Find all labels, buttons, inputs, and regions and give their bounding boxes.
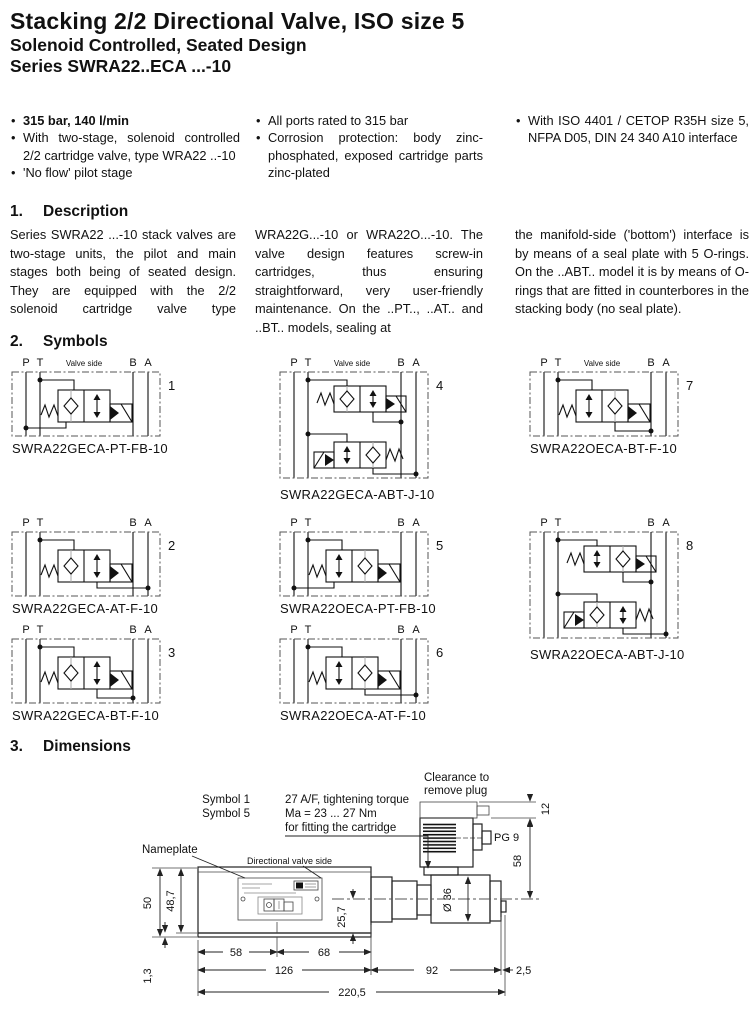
symbol-number: 7 bbox=[686, 378, 694, 393]
valve-symbol-svg bbox=[518, 356, 700, 440]
valve-symbol-svg bbox=[0, 516, 182, 600]
feature-text: Corrosion protection: body zinc-phosphated, exposed cartridge parts zinc-plated bbox=[268, 130, 483, 181]
port-label-a: A bbox=[144, 624, 152, 636]
feature-text: All ports rated to 315 bar bbox=[268, 113, 409, 128]
section-title: Dimensions bbox=[43, 738, 131, 755]
port-label-b: B bbox=[397, 624, 405, 636]
port-label-b: B bbox=[397, 517, 405, 529]
symbol-number: 4 bbox=[436, 378, 444, 393]
list-item bbox=[255, 112, 483, 129]
port-label-t: T bbox=[554, 517, 562, 529]
port-label-a: A bbox=[662, 517, 670, 529]
section-heading-symbols bbox=[10, 333, 108, 351]
valve-symbol-svg bbox=[268, 356, 450, 486]
symbol-model: SWRA22OECA-PT-FB-10 bbox=[280, 601, 436, 616]
port-label-p: P bbox=[540, 517, 548, 529]
valve-side-label: Valve side bbox=[333, 359, 371, 368]
port-label-a: A bbox=[144, 517, 152, 529]
description-col-2: WRA22G...-10 or WRA22O...-10. The valve design features screw-in cartridges, thus ensuring straightforward, very user-friendly maintenance. On the ..PT.., ..AT.. and ..BT.. models, sealing at bbox=[255, 227, 483, 335]
port-label-p: P bbox=[22, 357, 30, 369]
list-item bbox=[10, 129, 240, 164]
port-label-b: B bbox=[647, 357, 655, 369]
dim-12: 12 bbox=[540, 802, 552, 816]
section-heading-description bbox=[10, 203, 128, 221]
symbol-number: 2 bbox=[168, 538, 176, 553]
bullet-icon: • bbox=[11, 165, 16, 181]
clearance-label-line1: Clearance to bbox=[424, 772, 490, 784]
dim-126: 126 bbox=[274, 965, 294, 977]
feature-list-1 bbox=[10, 112, 240, 182]
plug-clearance-outline bbox=[420, 802, 489, 818]
port-label-t: T bbox=[36, 517, 44, 529]
clearance-label-line2: remove plug bbox=[424, 785, 488, 797]
dim-48-7: 48,7 bbox=[165, 890, 177, 912]
list-item bbox=[515, 112, 749, 147]
port-label-p: P bbox=[22, 517, 30, 529]
bullet-icon: • bbox=[11, 113, 16, 128]
torque-label-line3: for fitting the cartridge bbox=[285, 822, 397, 834]
dim-58-vertical: 58 bbox=[512, 854, 524, 868]
port-label-a: A bbox=[412, 357, 420, 369]
symbol-model: SWRA22OECA-ABT-J-10 bbox=[530, 647, 685, 662]
port-label-t: T bbox=[304, 357, 312, 369]
port-label-p: P bbox=[290, 624, 298, 636]
nameplate-label: Nameplate bbox=[142, 844, 198, 856]
bullet-icon: • bbox=[11, 130, 16, 146]
port-label-b: B bbox=[129, 624, 137, 636]
symbol-model: SWRA22GECA-PT-FB-10 bbox=[12, 441, 168, 456]
symbol-number: 5 bbox=[436, 538, 444, 553]
page-subtitle-2: Series SWRA22..ECA ...-10 bbox=[10, 56, 232, 76]
port-label-a: A bbox=[662, 357, 670, 369]
valve-symbol bbox=[518, 356, 700, 456]
dim-92: 92 bbox=[425, 965, 439, 977]
feature-text: With ISO 4401 / CETOP R35H size 5, NFPA D05, DIN 24 340 A10 interface bbox=[528, 113, 749, 146]
section-heading-dimensions bbox=[10, 738, 131, 756]
dim-25-7: 25,7 bbox=[336, 906, 348, 928]
dim-68: 68 bbox=[317, 947, 331, 959]
port-label-b: B bbox=[397, 357, 405, 369]
dim-58: 58 bbox=[229, 947, 243, 959]
port-label-b: B bbox=[129, 357, 137, 369]
list-item bbox=[255, 129, 483, 181]
torque-label-line1: 27 A/F, tightening torque bbox=[285, 794, 410, 806]
symbol-model: SWRA22OECA-BT-F-10 bbox=[530, 441, 677, 456]
dim-2-5: 2,5 bbox=[516, 965, 532, 977]
list-item bbox=[10, 112, 240, 129]
directional-valve-side-label: Directional valve side bbox=[247, 856, 333, 866]
nameplate-detail bbox=[238, 878, 322, 933]
torque-label-line2: Ma = 23 ... 27 Nm bbox=[285, 808, 377, 820]
port-label-b: B bbox=[129, 517, 137, 529]
port-label-t: T bbox=[36, 624, 44, 636]
port-label-t: T bbox=[36, 357, 44, 369]
solenoid-tube bbox=[424, 867, 506, 923]
section-number: 3. bbox=[10, 738, 23, 755]
dim-1-3: 1,3 bbox=[142, 968, 154, 984]
list-item bbox=[10, 164, 240, 181]
page-title: Stacking 2/2 Directional Valve, ISO size 5 bbox=[10, 8, 465, 34]
valve-symbol bbox=[0, 356, 182, 456]
valve-symbol bbox=[268, 516, 450, 616]
symbol-model: SWRA22GECA-BT-F-10 bbox=[12, 708, 159, 723]
symbol5-label: Symbol 5 bbox=[202, 808, 250, 820]
feature-text: 315 bar, 140 l/min bbox=[23, 113, 129, 128]
symbol-model: SWRA22OECA-AT-F-10 bbox=[280, 708, 427, 723]
dim-50: 50 bbox=[142, 896, 154, 910]
dim-dia36: Ø 36 bbox=[442, 888, 454, 912]
symbol-number: 3 bbox=[168, 645, 176, 660]
valve-symbol-svg bbox=[0, 623, 182, 707]
symbol-model: SWRA22GECA-AT-F-10 bbox=[12, 601, 159, 616]
cartridge-nuts bbox=[371, 877, 431, 922]
valve-symbol-svg bbox=[268, 623, 450, 707]
feature-text: 'No flow' pilot stage bbox=[23, 165, 133, 181]
valve-symbol-svg bbox=[518, 516, 700, 646]
port-label-p: P bbox=[290, 357, 298, 369]
bullet-icon: • bbox=[256, 130, 261, 146]
valve-symbol-svg bbox=[268, 516, 450, 600]
section-title: Description bbox=[43, 203, 129, 220]
port-label-a: A bbox=[412, 624, 420, 636]
valve-symbol bbox=[268, 623, 450, 723]
valve-symbol bbox=[0, 516, 182, 616]
symbol-model: SWRA22GECA-ABT-J-10 bbox=[280, 487, 435, 502]
page-subtitle-1: Solenoid Controlled, Seated Design bbox=[10, 35, 307, 55]
bullet-icon: • bbox=[516, 113, 521, 128]
dimension-drawing bbox=[0, 770, 751, 1011]
dim-220-5: 220,5 bbox=[338, 987, 366, 999]
symbol-number: 1 bbox=[168, 378, 176, 393]
section-number: 2. bbox=[10, 333, 23, 350]
valve-symbol bbox=[0, 623, 182, 723]
bullet-icon: • bbox=[256, 113, 261, 128]
description-col-1: Series SWRA22 ...-10 stack valves are two-stage units, the pilot and main stages both being of seated design. They are equipped with the 2/2 solenoid cartridge valve type bbox=[10, 227, 236, 317]
header bbox=[10, 8, 740, 77]
port-label-p: P bbox=[540, 357, 548, 369]
valve-side-label: Valve side bbox=[583, 359, 621, 368]
port-label-p: P bbox=[290, 517, 298, 529]
symbol1-label: Symbol 1 bbox=[202, 794, 250, 806]
port-label-b: B bbox=[647, 517, 655, 529]
valve-symbol bbox=[518, 516, 700, 662]
port-label-t: T bbox=[304, 624, 312, 636]
valve-side-label: Valve side bbox=[65, 359, 103, 368]
port-label-t: T bbox=[304, 517, 312, 529]
connector-block bbox=[420, 818, 491, 867]
port-label-a: A bbox=[412, 517, 420, 529]
description-col-3: the manifold-side ('bottom') interface is by means of a seal plate with 5 O-rings. On the ..ABT.. model it is by means of O-rings that are fitted in counterbores in the stacking body (no seal plate). bbox=[515, 227, 749, 317]
port-label-a: A bbox=[144, 357, 152, 369]
valve-symbol-svg bbox=[0, 356, 182, 440]
valve-symbol bbox=[268, 356, 450, 502]
symbol-number: 6 bbox=[436, 645, 444, 660]
feature-list-3 bbox=[515, 112, 749, 147]
feature-text: With two-stage, solenoid controlled 2/2 cartridge valve, type WRA22 ..-10 bbox=[23, 130, 240, 163]
symbol-number: 8 bbox=[686, 538, 694, 553]
pg9-label: PG 9 bbox=[494, 832, 520, 844]
port-label-t: T bbox=[554, 357, 562, 369]
section-number: 1. bbox=[10, 203, 23, 220]
port-label-p: P bbox=[22, 624, 30, 636]
section-title: Symbols bbox=[43, 333, 108, 350]
feature-list-2 bbox=[255, 112, 483, 182]
